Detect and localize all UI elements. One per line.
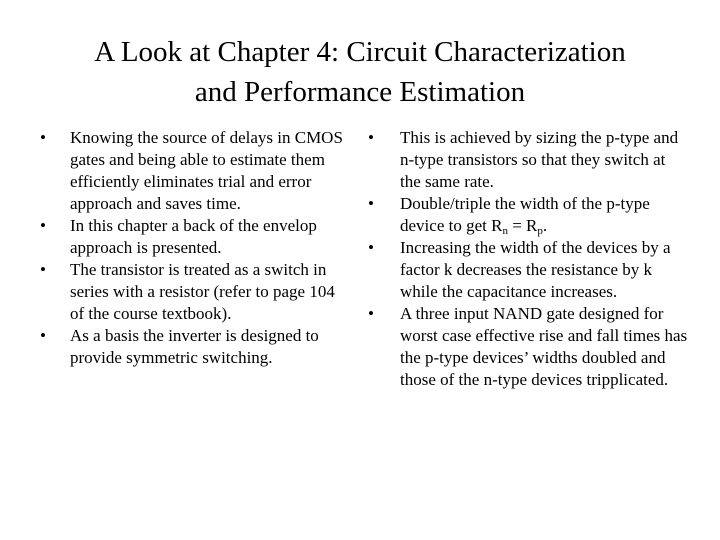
bullet-icon: • — [368, 304, 374, 323]
left-bullet-list — [40, 127, 350, 369]
bullet-icon: • — [40, 128, 46, 147]
bullet-icon: • — [368, 194, 374, 213]
list-item — [40, 215, 350, 259]
bullet-text: The transistor is treated as a switch in series with a resistor (refer to page 104 of the course textbook). — [70, 260, 335, 323]
title-line-1: A Look at Chapter 4: Circuit Characterization — [94, 36, 626, 68]
list-item — [368, 303, 690, 391]
bullet-text: Increasing the width of the devices by a factor k decreases the resistance by k while the capacitance increases. — [400, 238, 671, 301]
right-bullet-list — [368, 127, 690, 391]
bullet-text-part: Double/triple the width of the p-type device to get R — [400, 194, 650, 235]
slide-title — [30, 32, 690, 112]
bullet-icon: • — [40, 216, 46, 235]
list-item — [40, 325, 350, 369]
bullet-text: Knowing the source of delays in CMOS gates and being able to estimate them efficiently eliminates trial and error approach and saves time. — [70, 128, 343, 213]
bullet-text — [400, 194, 650, 235]
bullet-icon: • — [40, 326, 46, 345]
bullet-icon: • — [368, 238, 374, 257]
list-item — [368, 237, 690, 303]
bullet-text: This is achieved by sizing the p-type and n-type transistors so that they switch at the same rate. — [400, 128, 679, 191]
subscript-n: n — [502, 225, 508, 237]
list-item — [40, 259, 350, 325]
bullet-icon: • — [368, 128, 374, 147]
bullet-text-part: = R — [507, 216, 538, 235]
title-line-2: and Performance Estimation — [194, 76, 526, 108]
subscript-p: p — [537, 225, 543, 237]
bullet-text: A three input NAND gate designed for worst case effective rise and fall times has the p-type devices’ widths doubled and those of the n-type devices tripplicated. — [400, 304, 688, 389]
bullet-text: As a basis the inverter is designed to provide symmetric switching. — [70, 326, 319, 367]
bullet-text: In this chapter a back of the envelop approach is presented. — [70, 216, 317, 257]
list-item — [368, 193, 690, 237]
list-item — [368, 127, 690, 193]
list-item — [40, 127, 350, 215]
bullet-text-part: . — [542, 216, 548, 235]
bullet-icon: • — [40, 260, 46, 279]
